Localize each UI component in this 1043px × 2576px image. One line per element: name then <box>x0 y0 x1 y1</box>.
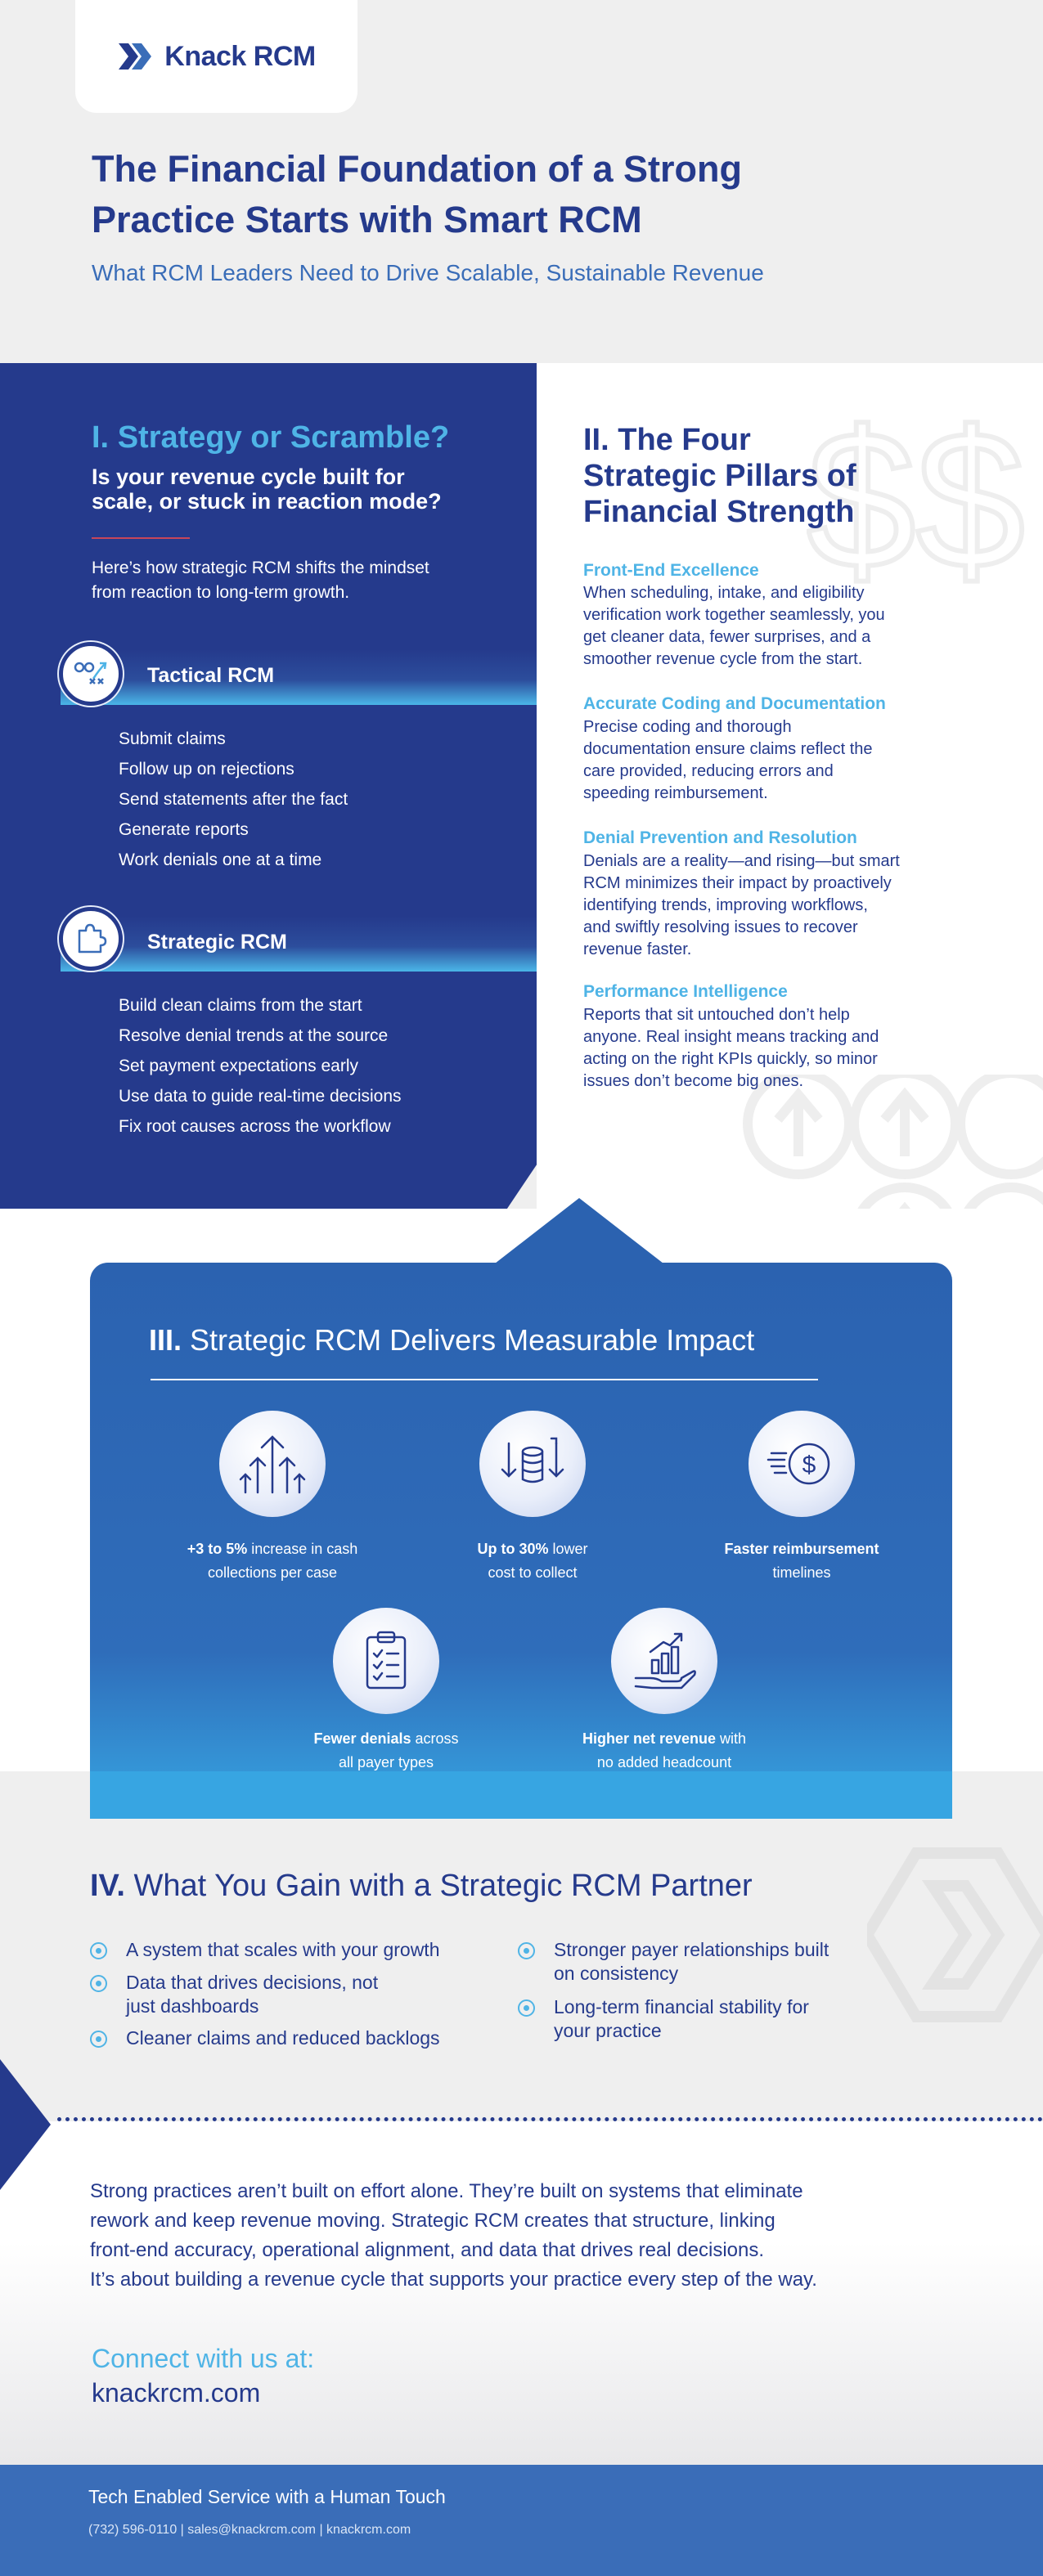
gain-item <box>90 1938 440 1962</box>
list-item: Resolve denial trends at the source <box>119 1026 389 1045</box>
impact-value: Up to 30% <box>477 1541 549 1557</box>
gain-item-line: Long-term financial stability for <box>554 1996 809 2017</box>
pillar-body <box>583 850 955 961</box>
hexagon-chevron-watermark-icon <box>867 1837 1043 2033</box>
section1-title-text: Strategy or Scramble? <box>117 420 450 455</box>
section4-title-text: What You Gain with a Strategic RCM Partner <box>133 1869 753 1903</box>
list-item: Submit claims <box>119 729 226 748</box>
impact-text: no added headcount <box>596 1754 732 1770</box>
list-item: Send statements after the fact <box>119 790 348 809</box>
pillar-heading: Denial Prevention and Resolution <box>583 828 857 847</box>
section3-title <box>149 1323 754 1358</box>
page-title-line: The Financial Foundation of a Strong <box>92 148 742 190</box>
list-item: Follow up on rejections <box>119 760 294 779</box>
svg-text:$: $ <box>802 1452 816 1479</box>
logo[interactable] <box>75 0 357 113</box>
impact-text: collections per case <box>207 1564 338 1581</box>
closing-paragraph <box>90 2177 973 2295</box>
pillar-body-line: documentation ensure claims reflect the <box>583 740 873 758</box>
impact-text: lower <box>548 1541 588 1557</box>
section2-title <box>583 422 927 530</box>
list-item: Generate reports <box>119 820 249 839</box>
check-circle-icon <box>90 2031 107 2048</box>
gain-item-line: A system that scales with your growth <box>126 1939 440 1960</box>
pillar-body-line: revenue faster. <box>583 940 692 958</box>
strategic-rcm-list <box>119 990 402 1142</box>
impact-value: Faster reimbursement <box>724 1541 879 1557</box>
section1-question-line: Is your revenue cycle built for <box>92 464 405 489</box>
svg-text:$$: $$ <box>807 404 1025 609</box>
impact-higher-net-revenue <box>533 1727 795 1775</box>
closing-line: Strong practices aren’t built on effort alone. They’re built on systems that eliminate <box>90 2180 803 2202</box>
check-circle-icon <box>90 1942 107 1959</box>
connect-label: Connect with us at: <box>92 2344 315 2373</box>
check-circle-icon <box>90 1975 107 1992</box>
footer <box>0 2465 1043 2576</box>
section1-question <box>92 464 484 514</box>
section4-title <box>90 1869 753 1904</box>
pillar-body-line: and swiftly resolving issues to recover <box>583 918 858 936</box>
gain-item-line: Stronger payer relationships built <box>554 1939 829 1960</box>
impact-cash-collections <box>142 1537 403 1585</box>
section3-peak <box>495 1198 663 1263</box>
section2-numeral: II. <box>583 423 609 457</box>
impact-text: increase in cash <box>247 1541 358 1557</box>
pillar-heading: Accurate Coding and Documentation <box>583 694 886 713</box>
list-item: Fix root causes across the workflow <box>119 1117 391 1136</box>
impact-fewer-denials <box>255 1727 517 1775</box>
pillar-body-line: acting on the right KPIs quickly, so minor <box>583 1050 878 1068</box>
gain-item <box>518 1995 809 2043</box>
gain-item-line: Data that drives decisions, not <box>126 1972 379 1993</box>
section1-intro-line: Here’s how strategic RCM shifts the mindset <box>92 559 429 577</box>
section2-title-line: Financial Strength <box>583 495 855 529</box>
coins-down-icon <box>479 1411 586 1517</box>
pillar-body <box>583 716 955 805</box>
clipboard-check-icon <box>333 1608 439 1714</box>
page-title-line: Practice Starts with Smart RCM <box>92 199 642 240</box>
section1-numeral: I. <box>92 420 110 455</box>
closing-line: It’s about building a revenue cycle that supports your practice every step of the way. <box>90 2269 817 2291</box>
impact-faster-reimbursement <box>671 1537 933 1585</box>
decorative-triangle <box>0 2059 51 2190</box>
impact-text: timelines <box>772 1564 831 1581</box>
impact-value: +3 to 5% <box>187 1541 248 1557</box>
impact-value: Higher net revenue <box>582 1730 717 1747</box>
closing-line: rework and keep revenue moving. Strategic RCM creates that structure, linking <box>90 2210 776 2232</box>
pillar-body-line: issues don’t become big ones. <box>583 1072 804 1090</box>
logo-text: Knack RCM <box>164 40 316 72</box>
pillar-body-line: care provided, reducing errors and <box>583 762 834 780</box>
strategic-rcm-label: Strategic RCM <box>147 931 287 954</box>
page-subtitle: What RCM Leaders Need to Drive Scalable, Sustainable Revenue <box>92 260 764 285</box>
impact-cost-to-collect <box>402 1537 663 1585</box>
arrow-circles-watermark-icon <box>741 1075 1043 1209</box>
section1-title <box>92 420 449 456</box>
strategic-rcm-band <box>61 916 537 972</box>
pillar-body <box>583 582 955 671</box>
pillar-heading: Front-End Excellence <box>583 561 759 580</box>
website-link[interactable]: knackrcm.com <box>92 2378 261 2408</box>
divider <box>92 537 190 539</box>
closing-line: front-end accuracy, operational alignment, and data that drives real decisions. <box>90 2239 765 2261</box>
pillar-body-line: Reports that sit untouched don’t help <box>583 1006 850 1024</box>
list-item: Build clean claims from the start <box>119 996 362 1015</box>
section3-card-bottom <box>90 1771 952 1819</box>
section1-question-line: scale, or stuck in reaction mode? <box>92 489 442 514</box>
list-item: Work denials one at a time <box>119 850 322 869</box>
footer-contact[interactable]: (732) 596-0110 | sales@knackrcm.com | knackrcm.com <box>88 2523 411 2537</box>
logo-chevrons-icon <box>117 40 155 73</box>
tactical-rcm-label: Tactical RCM <box>147 664 275 687</box>
impact-text: across <box>411 1730 459 1747</box>
gain-item <box>90 2026 440 2050</box>
strategy-play-icon <box>59 642 123 706</box>
section1-intro <box>92 556 476 605</box>
pillar-body-line: anyone. Real insight means tracking and <box>583 1028 879 1046</box>
puzzle-piece-icon <box>59 907 123 971</box>
pillar-body-line: verification work together seamlessly, you <box>583 606 885 624</box>
pillar-body-line: When scheduling, intake, and eligibility <box>583 584 865 602</box>
pillar-body-line: smoother revenue cycle from the start. <box>583 650 863 668</box>
check-circle-icon <box>518 1999 535 2017</box>
section2-title-line: The Four <box>618 423 751 457</box>
pillar-body-line: RCM minimizes their impact by proactively <box>583 874 892 892</box>
dotted-divider <box>57 2117 1043 2121</box>
arrows-up-icon <box>219 1411 326 1517</box>
check-circle-icon <box>518 1942 535 1959</box>
section3-numeral: III. <box>149 1323 182 1357</box>
section3-title-text: Strategic RCM Delivers Measurable Impact <box>190 1323 755 1357</box>
tactical-rcm-band <box>61 649 537 705</box>
impact-value: Fewer denials <box>313 1730 411 1747</box>
gain-item-line: your practice <box>554 2020 662 2041</box>
gain-item-line: just dashboards <box>126 1995 259 2017</box>
pillar-body-line: get cleaner data, fewer surprises, and a <box>583 628 871 646</box>
section1-intro-line: from reaction to long-term growth. <box>92 583 350 602</box>
gain-item <box>518 1938 829 1986</box>
divider <box>151 1379 818 1380</box>
hand-growth-icon <box>611 1608 717 1714</box>
pillar-body-line: Denials are a reality—and rising—but smart <box>583 852 900 870</box>
pillar-body-line: speeding reimbursement. <box>583 784 768 802</box>
impact-text: cost to collect <box>488 1564 578 1581</box>
list-item: Set payment expectations early <box>119 1057 358 1075</box>
pillar-body-line: Precise coding and thorough <box>583 718 792 736</box>
impact-text: with <box>716 1730 747 1747</box>
gain-item-line: on consistency <box>554 1963 679 1984</box>
section4-numeral: IV. <box>90 1869 125 1903</box>
footer-tagline: Tech Enabled Service with a Human Touch <box>88 2486 446 2507</box>
impact-text: all payer types <box>338 1754 434 1770</box>
pillar-body-line: identifying trends, improving workflows, <box>583 896 868 914</box>
fast-dollar-icon <box>749 1411 855 1517</box>
section2-title-line: Strategic Pillars of <box>583 459 856 493</box>
gain-item <box>90 1971 378 2018</box>
tactical-rcm-list <box>119 724 348 875</box>
list-item: Use data to guide real-time decisions <box>119 1087 402 1106</box>
gain-item-line: Cleaner claims and reduced backlogs <box>126 2027 440 2049</box>
pillar-body <box>583 1004 955 1093</box>
page-title <box>92 144 828 245</box>
pillar-heading: Performance Intelligence <box>583 982 788 1001</box>
